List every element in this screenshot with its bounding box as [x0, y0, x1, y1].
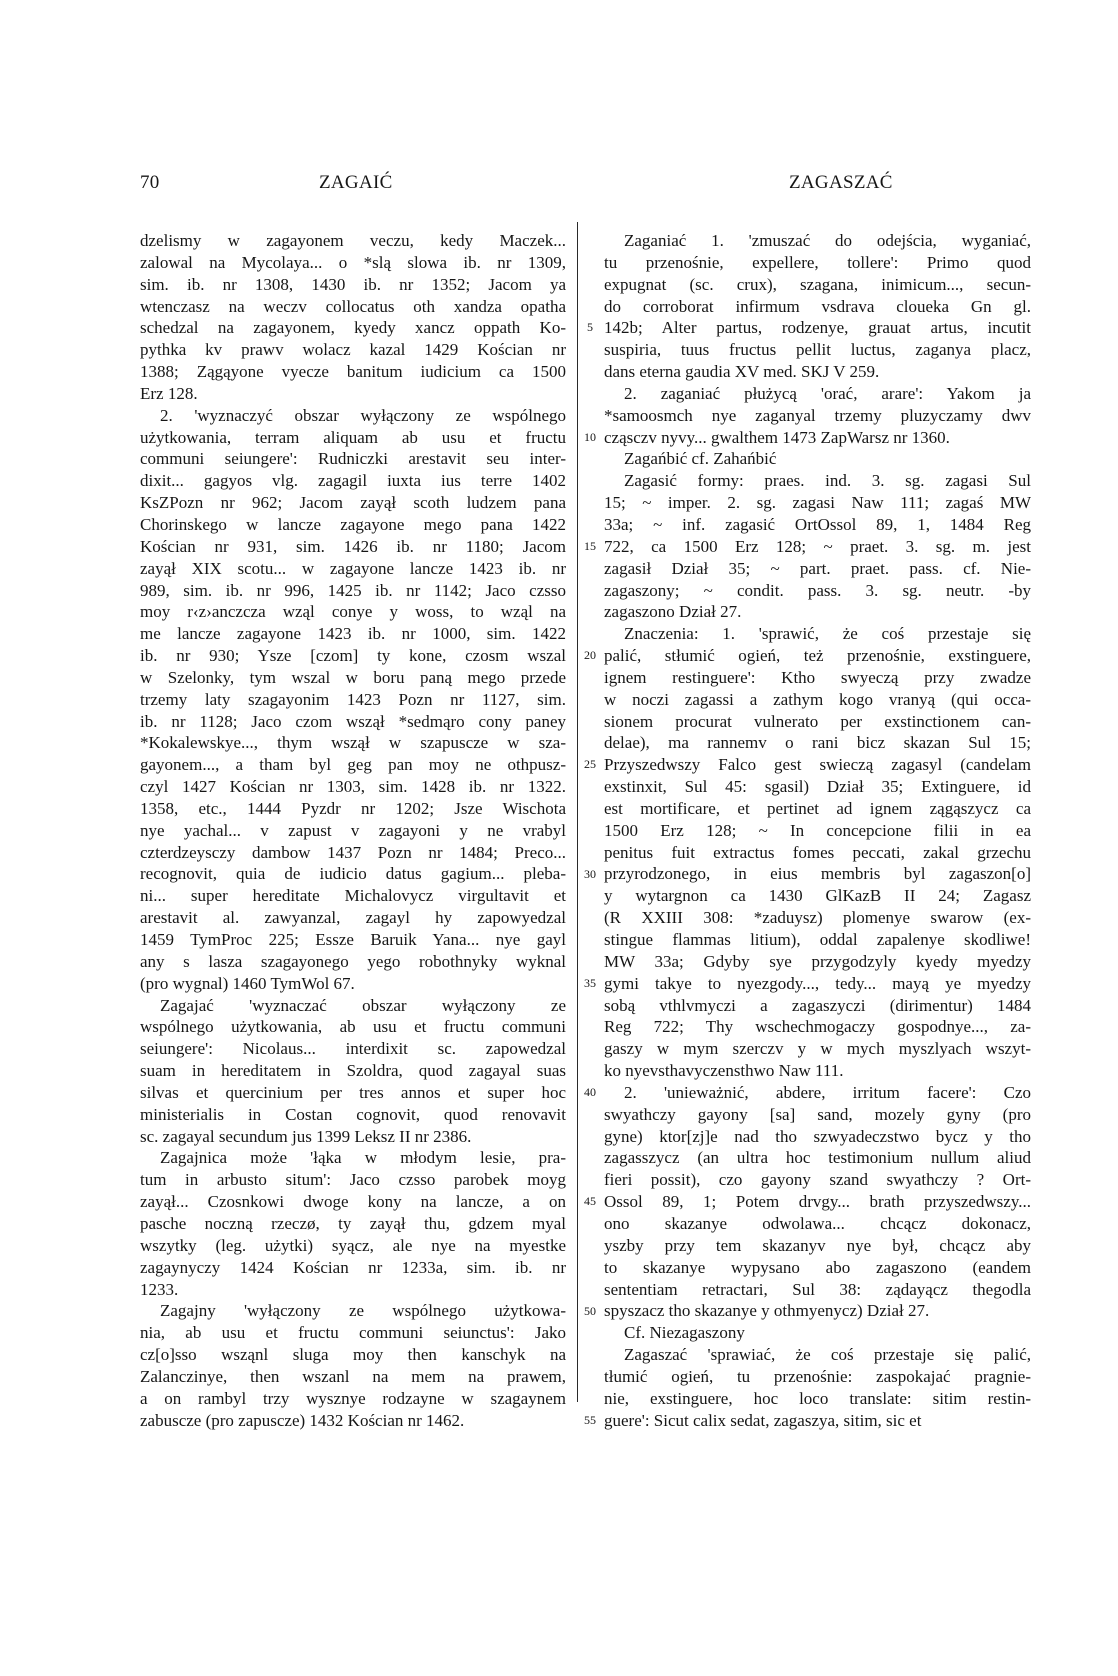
text-line: y wytargnon ca 1430 GlKazB II 24; Zagasz	[604, 886, 1031, 906]
text-line: communi seiungere': Rudniczki arestavit seu inter-	[140, 449, 566, 469]
text-line: 722, ca 1500 Erz 128; ~ praet. 3. sg. m. jest	[604, 536, 1031, 556]
text-line: exstinxit, Sul 45: sgasil) Dział 35; Extinguere, id	[604, 777, 1031, 797]
text-line: tu przenośnie, expellere, tollere': Primo quod	[604, 252, 1031, 272]
text-line: KsZPozn nr 962; Jacom zayął scoth ludzem pana	[140, 493, 566, 513]
text-line: zalowal na Mycolaya... o *slą slowa ib. nr 1309,	[140, 252, 566, 272]
text-line: expugnat (sc. crux), szagana, inimicum..., secun-	[604, 274, 1031, 294]
text-line: wspólnego użytkowania, ab usu et fructu communi	[140, 1017, 566, 1037]
text-line: gymi takye to nyezgody..., tedy... mayą ye myedzy	[604, 973, 1031, 993]
text-line: ministerialis in Costan cognovit, quod renovavit	[140, 1104, 566, 1124]
text-line: to skazanye wypysano abo zagaszono (eandem	[604, 1257, 1031, 1277]
text-line: Zagaszać 'sprawiać, że coś przestaje się palić,	[624, 1345, 1031, 1365]
text-line: ni... super hereditate Michalovycz virgultavit et	[140, 886, 566, 906]
text-line: 989, sim. ib. nr 996, 1425 ib. nr 1142; Jaco czsso	[140, 580, 566, 600]
text-line: ignem restinguere': Ktho swyeczą przy zwadze	[604, 667, 1031, 687]
text-line: Cf. Niezagaszony	[624, 1323, 745, 1343]
text-line: palić, stłumić ogień, też przenośnie, exstinguere,	[604, 646, 1031, 666]
text-line: sim. ib. nr 1308, 1430 ib. nr 1352; Jacom ya	[140, 274, 566, 294]
text-line: Kościan nr 931, sim. 1426 ib. nr 1180; Jacom	[140, 536, 566, 556]
text-line: seiungere': Nicolaus... interdixit sc. zapowedzal	[140, 1039, 566, 1059]
text-line: (R XXIII 308: *zaduysz) plomenye swarow (ex-	[604, 908, 1031, 928]
text-line: *samoosmch nye zaganyal trzemy pluzyczamy dwv	[604, 405, 1031, 425]
right-running-head: ZAGASZAĆ	[789, 172, 893, 193]
left-column	[140, 230, 566, 1431]
text-line: cz[o]sso wsząnl sluga moy then kanschyk na	[140, 1345, 566, 1365]
text-line: nye yachal... v zapust v zagayoni y ne vrabyl	[140, 820, 566, 840]
text-line: sententiam retractari, Sul 38: ządayącz thegodla	[604, 1279, 1031, 1299]
text-line: zayął... Czosnkowi dwoge kony na lancze, a on	[140, 1192, 566, 1212]
page-number: 70	[140, 172, 160, 193]
text-line: schedzal na zagayonem, kyedy xancz oppath Ko-	[140, 318, 566, 338]
line-number: 50	[584, 1303, 596, 1318]
text-line: 142b; Alter partus, rodzenye, grauat artus, incutit	[604, 318, 1031, 338]
line-number: 30	[584, 866, 596, 881]
left-running-head: ZAGAIĆ	[319, 172, 393, 193]
text-line: Erz 128.	[140, 383, 198, 403]
text-line: zagasił Dział 35; ~ part. praet. pass. cf. Nie-	[604, 558, 1031, 578]
text-line: zagaszony; ~ condit. pass. 3. sg. neutr. -by	[604, 580, 1031, 600]
text-line: Zagajnica może 'łąka w młodym lesie, pra-	[160, 1148, 566, 1168]
text-line: zayął XIX scotu... w zagayone lancze 1423 ib. nr	[140, 558, 566, 578]
text-line: czterdzeysczy dambow 1437 Pozn nr 1484; Preco...	[140, 842, 566, 862]
text-line: 2. zaganiać płużycą 'orać, arare': Yakom ja	[624, 383, 1031, 403]
line-number: 40	[584, 1085, 596, 1100]
text-line: Chorinskego w lancze zagayone mego pana 1422	[140, 514, 566, 534]
text-line: fieri possit), czo gayony szand swyathczy ? Ort-	[604, 1170, 1031, 1190]
text-line: wtenczasz na weczv collocatus oth xandza opatha	[140, 296, 566, 316]
text-line: Przyszedwszy Falco gest swieczą zagasyl (candelam	[604, 755, 1031, 775]
text-line: spyszacz tho skazanye y othmyenycz) Dział 27.	[604, 1301, 930, 1321]
text-line: sobą vthlvmyczi a zagaszyczi (dirimentur) 1484	[604, 995, 1031, 1015]
text-line: 1233.	[140, 1279, 179, 1299]
line-number: 10	[584, 429, 596, 444]
text-line: 33a; ~ inf. zagasić OrtOssol 89, 1, 1484 Reg	[604, 514, 1031, 534]
text-line: sionem procurat vulnerato per exstinctionem can-	[604, 711, 1031, 731]
text-line: ib. nr 930; Ysze [czom] ty kone, czosm wszal	[140, 646, 566, 666]
text-line: ono skazanye odwolawa... chcącz dokonacz,	[604, 1213, 1031, 1233]
text-line: 2. 'unieważnić, abdere, irritum facere': Czo	[624, 1082, 1031, 1102]
text-line: penitus fuit extractus fomes peccati, zakal grzechu	[604, 842, 1031, 862]
text-line: recognovit, quia de iudicio datus gagium... pleba-	[140, 864, 566, 884]
text-line: tłumić ogień, tu przenośnie: zaspokajać pragnie-	[604, 1366, 1031, 1386]
text-line: zabuscze (pro zapuscze) 1432 Kościan nr 1462.	[140, 1410, 465, 1430]
text-line: w noczi zagassi a zathym kogo vranyą (qui occa-	[604, 689, 1031, 709]
text-line: Reg 722; Thy wschechmogaczy gospodnye..., za-	[604, 1017, 1031, 1037]
text-line: suam in hereditatem in Szoldra, quod zagayal suas	[140, 1061, 566, 1081]
text-line: gayonem..., a tham byl geg pan moy ne othpusz-	[140, 755, 566, 775]
text-line: wszytky (leg. użytki) syącz, ale nye na myestke	[140, 1235, 566, 1255]
text-line: Ossol 89, 1; Potem drvgy... brath przyszedwszy...	[604, 1192, 1031, 1212]
text-line: 1388; Zągąyone vyecze banitum iudicium ca 1500	[140, 362, 566, 382]
text-line: Zagańbić cf. Zahańbić	[624, 449, 777, 469]
text-line: Zaganiać 1. 'zmuszać do odejścia, wyganiać,	[624, 231, 1031, 250]
text-line: Zalanczinye, then wszanl na mem na prawem,	[140, 1366, 566, 1386]
text-line: silvas et quercinium per tres annos et super hoc	[140, 1082, 566, 1102]
text-line: dans eterna gaudia XV med. SKJ V 259.	[604, 362, 880, 382]
text-line: pasche noczną rzeczø, ty zayął thu, gdzem myal	[140, 1213, 566, 1233]
text-line: guere': Sicut calix sedat, zagaszya, sitim, sic et	[604, 1410, 922, 1430]
text-line: tum in arbusto situm': Jaco czsso parobek moyg	[140, 1170, 566, 1190]
text-line: 1358, etc., 1444 Pyzdr nr 1202; Jsze Wischota	[140, 798, 566, 818]
text-line: zagasszycz (an ultra hoc testimonium nullum aliud	[604, 1148, 1031, 1168]
text-line: gyne) ktor[zj]e nad tho szwyadeczstwo bycz y tho	[604, 1126, 1031, 1146]
text-line: MW 33a; Gdyby sye przygodzyly kyedy myedzy	[604, 951, 1031, 971]
text-line: 2. 'wyznaczyć obszar wyłączony ze wspólnego	[160, 405, 566, 425]
text-line: dzelismy w zagayonem veczu, kedy Maczek...	[140, 231, 566, 250]
text-line: suspiria, tuus fructus pellit luctus, zaganya placz,	[604, 340, 1031, 360]
text-line: sc. zagayal secundum jus 1399 Leksz II nr 2386.	[140, 1126, 472, 1146]
text-line: 1500 Erz 128; ~ In concepcione filii in ea	[604, 820, 1031, 840]
text-line: a on rambyl trzy wysznye rodzayne w szagaynem	[140, 1388, 566, 1408]
line-number: 45	[584, 1194, 596, 1209]
text-line: ib. nr 1128; Jaco czom wszął *sedmąro cony paney	[140, 711, 566, 731]
line-number: 5	[587, 320, 593, 335]
text-line: me lancze zagayone 1423 ib. nr 1000, sim. 1422	[140, 624, 566, 644]
text-line: nia, ab usu et fructu communi seiunctus': Jako	[140, 1323, 566, 1343]
text-line: yszby przy tem skazanyv nye był, chcącz aby	[604, 1235, 1031, 1255]
line-number: 20	[584, 648, 596, 663]
text-line: zagaynyczy 1424 Kościan nr 1233a, sim. ib. nr	[140, 1257, 566, 1277]
text-line: pythka kv prawv wolacz kazal 1429 Kościan nr	[140, 340, 566, 360]
line-number: 15	[584, 538, 596, 553]
text-line: nie, exstinguere, hoc loco translate: sitim restin-	[604, 1388, 1031, 1408]
text-line: czyl 1427 Kościan nr 1303, sim. 1428 ib. nr 1322.	[140, 777, 566, 797]
text-line: Zagasić formy: praes. ind. 3. sg. zagasi Sul	[624, 471, 1031, 491]
line-number: 55	[584, 1412, 596, 1427]
text-line: dixit... gagyos vlg. zagagil iuxta ius terre 1402	[140, 471, 566, 491]
text-line: w Szelonky, tym wszal w boru paną mego przede	[140, 667, 566, 687]
text-line: (pro wygnal) 1460 TymWol 67.	[140, 973, 355, 993]
text-line: gaszy w mym szerczv y w mych myszlyach wszyt-	[604, 1039, 1031, 1059]
line-number: 25	[584, 757, 596, 772]
text-line: zagaszono Dział 27.	[604, 602, 742, 622]
text-line: trzemy laty szagayonim 1423 Pozn nr 1127, sim.	[140, 689, 566, 709]
text-line: *Kokalewskye..., thym wszął w szapuscze w sza-	[140, 733, 566, 753]
right-column	[604, 230, 1031, 1431]
text-line: swyathczy gayony [sa] sand, mozely gyny (pro	[604, 1104, 1031, 1124]
text-line: delae), ma rannemv o rani bicz skazan Sul 15;	[604, 733, 1031, 753]
text-line: moy r‹z›anczcza wząl conye y woss, to wząl na	[140, 602, 566, 622]
text-line: ko nyevsthavyczensthwo Naw 111.	[604, 1061, 844, 1081]
text-line: any s lasza szagayonego yego robothnyky wyknal	[140, 951, 566, 971]
text-line: stingue flammas litium), oddal zapalenye skodliwe!	[604, 930, 1031, 949]
text-line: est mortificare, et pertinet ad ignem zągąszycz ca	[604, 798, 1031, 818]
text-line: 1459 TymProc 225; Essze Baruik Yana... nye gayl	[140, 930, 566, 949]
line-number: 35	[584, 975, 596, 990]
text-line: Zagajny 'wyłączony ze wspólnego użytkowa-	[160, 1301, 566, 1321]
text-line: Znaczenia: 1. 'sprawić, że coś przestaje się	[624, 624, 1031, 644]
column-divider	[577, 222, 578, 1402]
text-line: użytkowania, terram aliquam ab usu et fructu	[140, 427, 566, 447]
text-line: arestavit al. zawyanzal, zagayl hy zapowyedzal	[140, 908, 566, 928]
text-line: 15; ~ imper. 2. sg. zagasi Naw 111; zagaś MW	[604, 493, 1031, 513]
text-line: do corroborat infirmum vsdrava cloueka Gn gl.	[604, 296, 1031, 316]
text-line: Zagajać 'wyznaczać obszar wyłączony ze	[160, 995, 566, 1015]
text-line: przyrodzonego, in eius membris byl zagaszon[o]	[604, 864, 1031, 884]
text-line: cząsczv nyvy... gwalthem 1473 ZapWarsz nr 1360.	[604, 427, 950, 447]
